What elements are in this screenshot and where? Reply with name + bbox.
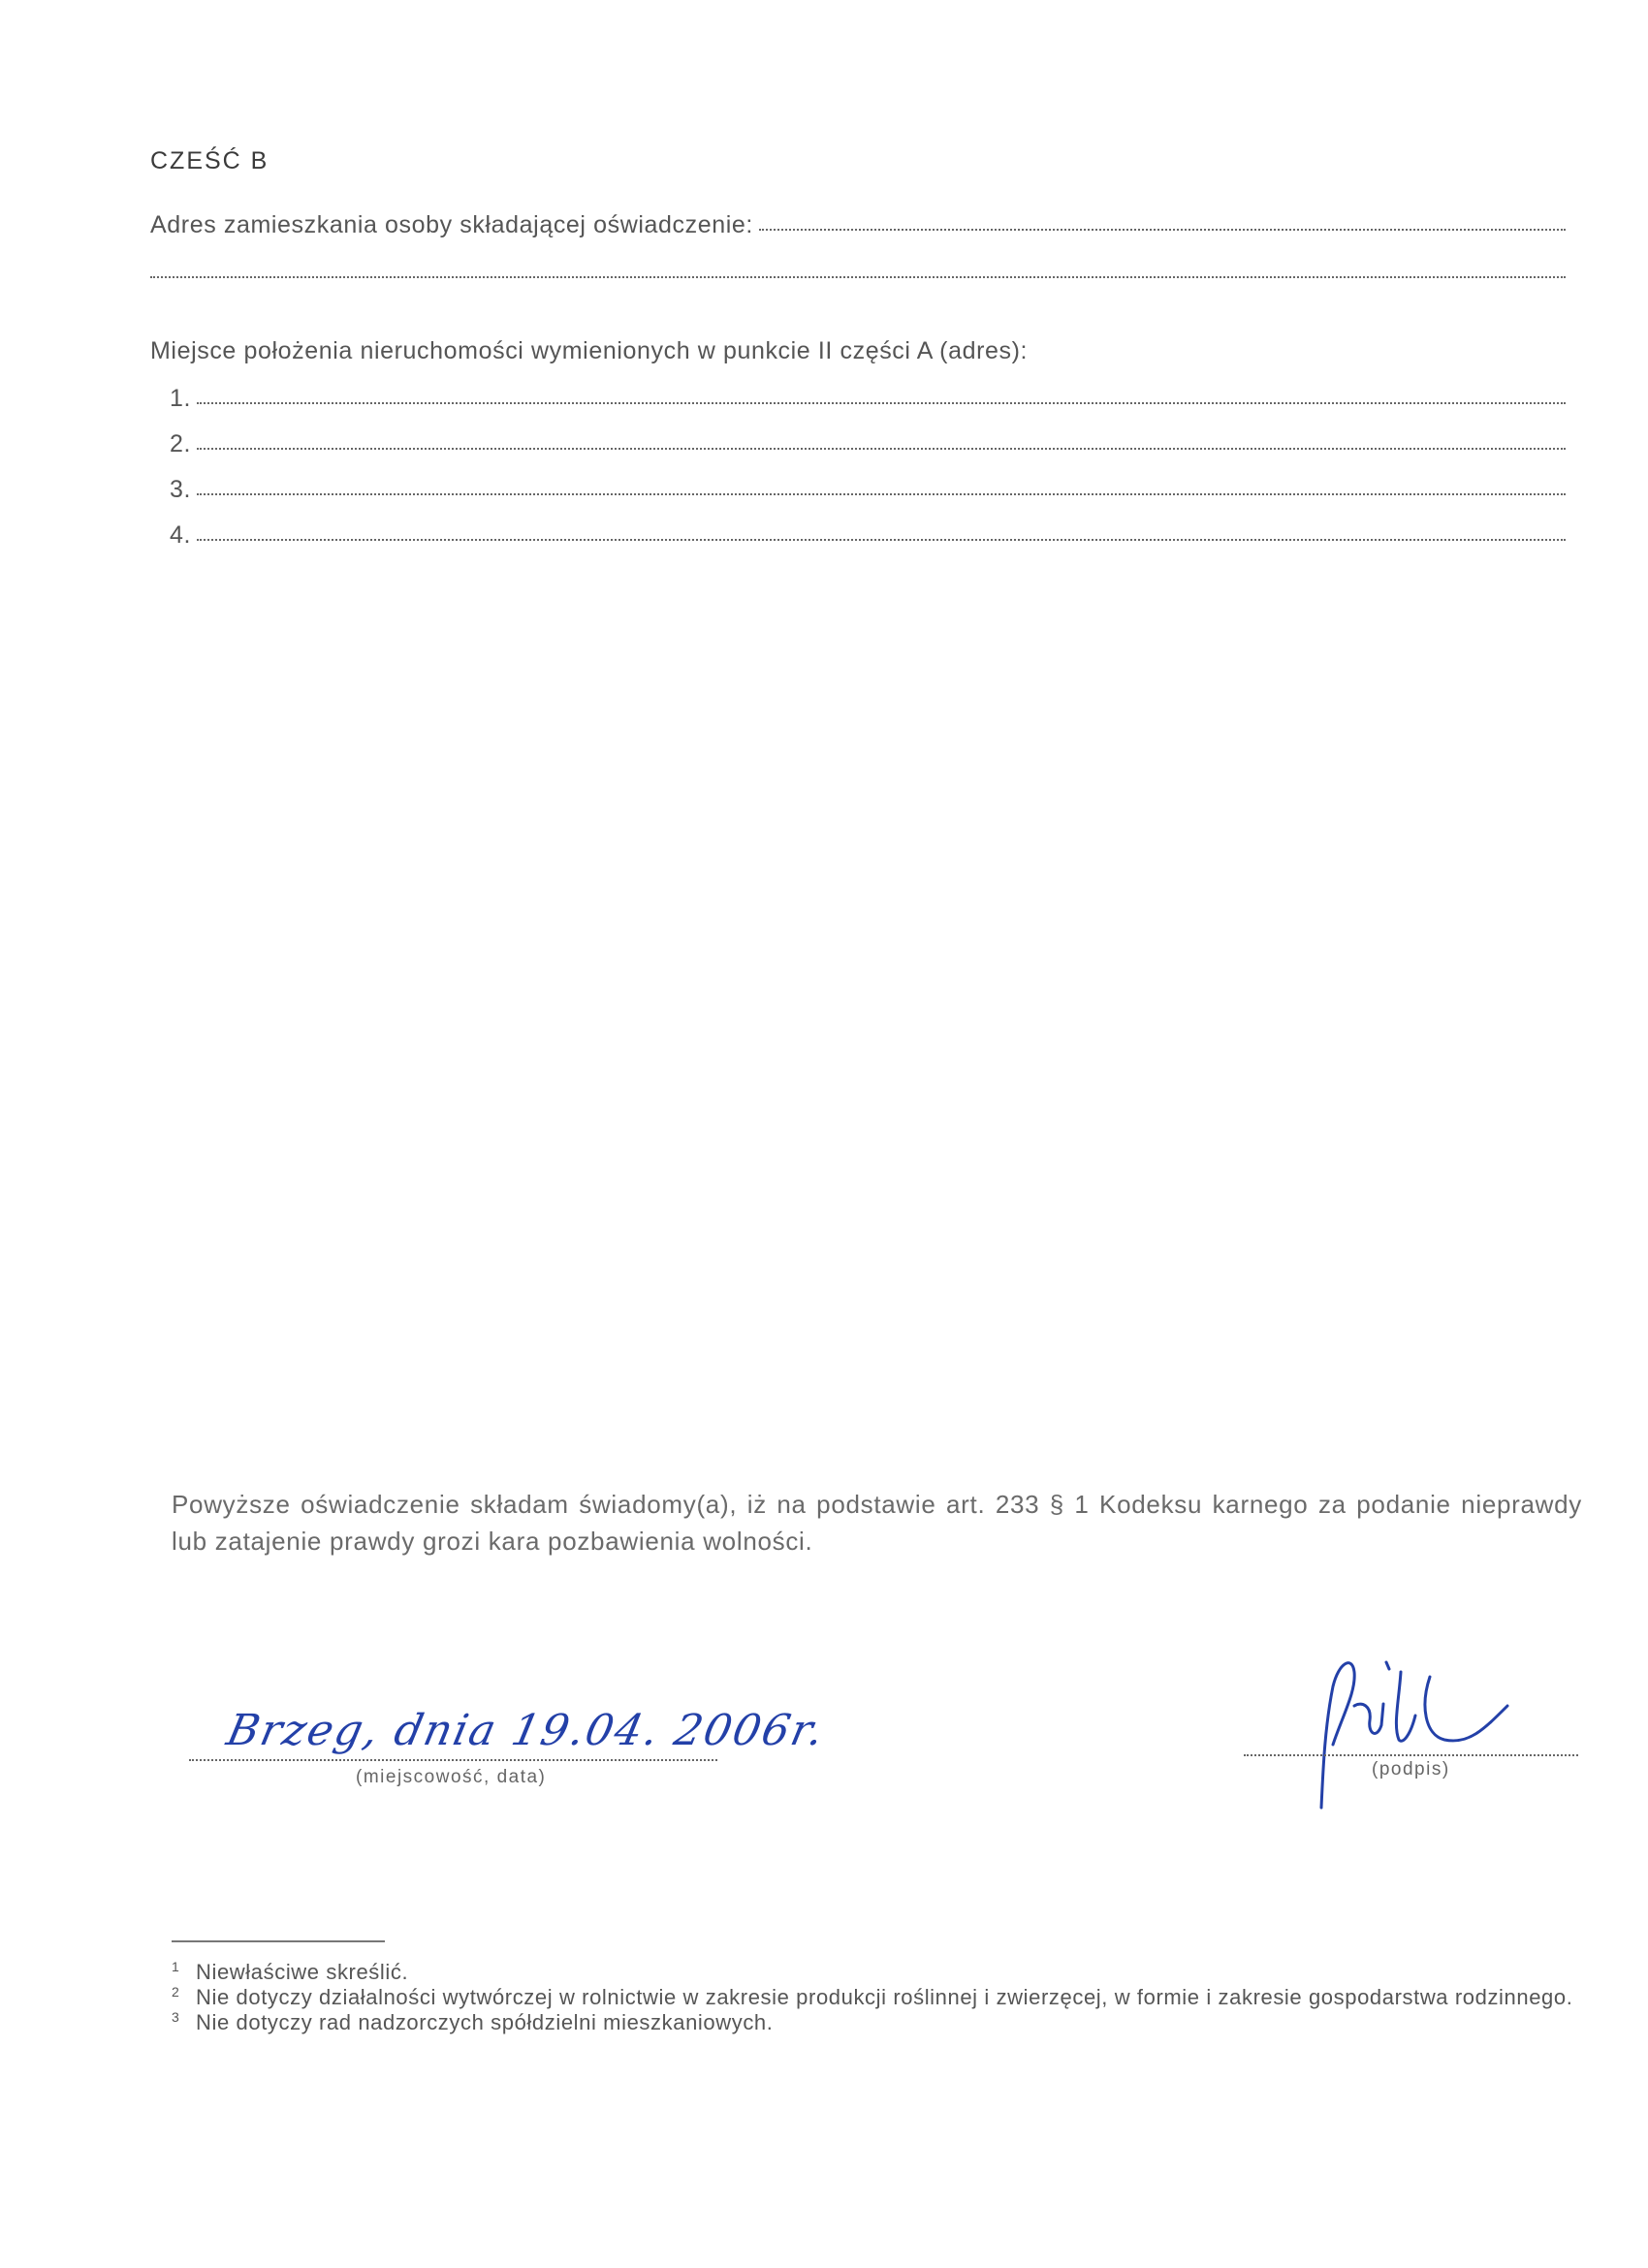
declaration-text: Powyższe oświadczenie składam świadomy(a), iż na podstawie art. 233 § 1 Kodeksu karnego za podanie nieprawdy lub zatajenie prawdy grozi kara pozbawienia wolności. [172, 1490, 1582, 1556]
footnote-text: Nie dotyczy rad nadzorczych spółdzielni mieszkaniowych. [196, 2010, 774, 2034]
property-heading-line [150, 337, 1566, 365]
signature-caption: (podpis) [1372, 1759, 1450, 1780]
property-item-number: 1. [170, 385, 192, 412]
place-date-handwriting: Brzeg, dnia 19.04. 2006r. [222, 1706, 831, 1755]
property-item-field[interactable] [197, 401, 1566, 404]
place-date-caption: (miejscowość, data) [356, 1767, 547, 1787]
footnote-text: Nie dotyczy działalności wytwórczej w rolnictwie w zakresie produkcji roślinnej i zwierzęcej, w formie i zakresie gospodarstwa rodzinnego. [196, 1985, 1573, 2009]
property-item-number: 2. [170, 430, 192, 457]
signature-image [1284, 1648, 1537, 1812]
property-item [170, 385, 1566, 413]
address-field[interactable] [759, 228, 1566, 231]
address-label: Adres zamieszkania osoby składającej oświadczenie: [150, 211, 753, 238]
footnote-item [172, 1960, 1587, 1985]
property-item-number: 3. [170, 476, 192, 503]
footnotes [172, 1960, 1587, 2035]
footnote-text: Niewłaściwe skreślić. [196, 1960, 409, 1984]
footnote-number: 1 [172, 1959, 180, 1974]
signature-field[interactable] [1244, 1754, 1578, 1756]
property-item [170, 521, 1566, 550]
footnote-divider [172, 1940, 385, 1942]
footnote-item [172, 1985, 1587, 2010]
footnote-number: 2 [172, 1984, 180, 2000]
place-date-field[interactable] [189, 1759, 717, 1761]
property-item-field[interactable] [197, 538, 1566, 541]
property-item [170, 476, 1566, 504]
property-item-field[interactable] [197, 492, 1566, 495]
property-item [170, 430, 1566, 458]
property-item-field[interactable] [197, 447, 1566, 450]
section-title: CZEŚĆ B [150, 147, 269, 174]
footnote-item [172, 2010, 1587, 2035]
property-item-number: 4. [170, 521, 192, 549]
property-label: Miejsce położenia nieruchomości wymienionych w punkcie II części A (adres): [150, 337, 1029, 364]
footnote-number: 3 [172, 2009, 180, 2025]
address-field-continued[interactable] [150, 276, 1566, 278]
address-line [150, 211, 1566, 239]
